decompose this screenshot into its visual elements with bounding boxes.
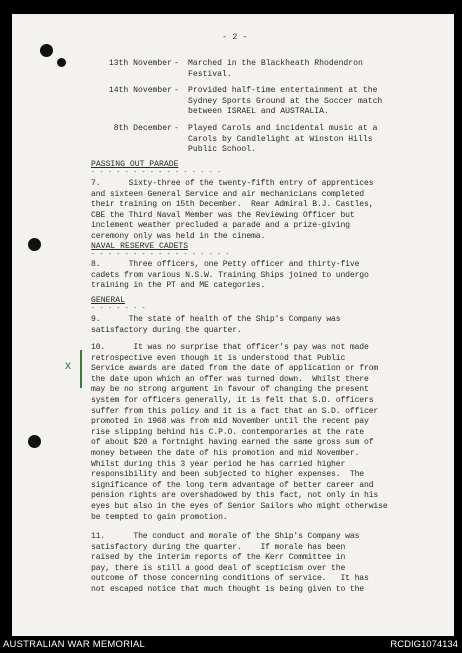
footer-institution: AUSTRALIAN WAR MEMORIAL [3, 639, 146, 650]
event-date: 13th November [108, 59, 172, 68]
section-heading-general: GENERAL [91, 296, 125, 305]
paragraph-9: 9. The state of health of the Ship's Company was satisfactory during the quarter. [91, 315, 341, 335]
event-dash: - [174, 59, 179, 68]
event-dash: - [174, 124, 179, 133]
margin-annotation-line [80, 350, 82, 388]
event-date: 14th November [108, 86, 172, 95]
heading-underline: - - - - - - - - - - - - - - - - - [91, 251, 230, 259]
event-description: Marched in the Blackheath Rhodendron Festival. [188, 59, 363, 79]
document-page [12, 14, 454, 636]
punch-hole-bottom [28, 435, 41, 448]
paragraph-10: 10. It was no surprise that officer's pay was not made retrospective even though it is understood that Public Service awards are dated from the date of application or from the date upon which an offer was turned down. Whilst there may be no strong argument in favour of changing the present system for officers generally, it is felt that S.D. officers suffer from this policy and it is a fact that an S.D. officer promoted in 1968 was from mid November until the recent pay rise slipping behind his C.P.O. contemporaries at the rate of about $20 a fortnight having earned the same gross sum of money between the date of his promotion and mid November. Whilst during this 3 year period he has carried higher responsibility and been subjected to higher expenses. The significance of the long term advantage of better career and pension rights are overshadowed by this fact, not only in his eyes but also in the eyes of Senior Sailors who might otherwise be tempted to gain promotion. [91, 343, 388, 522]
section-heading-naval-reserve: NAVAL RESERVE CADETS [91, 242, 189, 251]
heading-underline: - - - - - - - - - - - - - - - - [91, 169, 222, 177]
event-description: Provided half-time entertainment at the Sydney Sports Ground at the Soccer match between ISRAEL and AUSTRALIA. [188, 86, 383, 117]
margin-annotation-x: x [65, 358, 71, 372]
footer-record-id: RCDIG1074134 [390, 639, 458, 650]
heading-underline: - - - - - - - [91, 305, 146, 313]
punch-hole-middle [28, 238, 41, 251]
archive-footer [0, 636, 462, 653]
paragraph-11: 11. The conduct and morale of the Ship's Company was satisfactory during the quarter. If morale has been raised by the interim reports of the Kerr Committee in pay, there is still a good deal of scepticism over the outcome of those concerning conditions of service. It has not escaped notice that much thought is being given to the [91, 532, 369, 594]
event-description: Played Carols and incidental music at a Carols by Candlelight at Winston Hills Public School. [188, 124, 378, 155]
paragraph-7: 7. Sixty-three of the twenty-fifth entry of apprentices and sixteen General Service and air mechanicians completed their training on 15th December. Rear Admiral B.J. Castles, CBE the Third Naval Member was the Reviewing Officer but inclement weather precluded a parade and a prize-giving ceremony only was held in the cinema. [91, 179, 374, 241]
section-heading-passing-out: PASSING OUT PARADE [91, 160, 179, 169]
punch-hole-top-second [57, 58, 66, 67]
event-date: 8th December [113, 124, 172, 133]
page-number: - 2 - [222, 32, 248, 42]
event-dash: - [174, 86, 179, 95]
punch-hole-top [40, 44, 53, 57]
paragraph-8: 8. Three officers, one Petty officer and thirty-five cadets from various N.S.W. Training Ships joined to undergo training in the PT and ME categories. [91, 260, 369, 291]
